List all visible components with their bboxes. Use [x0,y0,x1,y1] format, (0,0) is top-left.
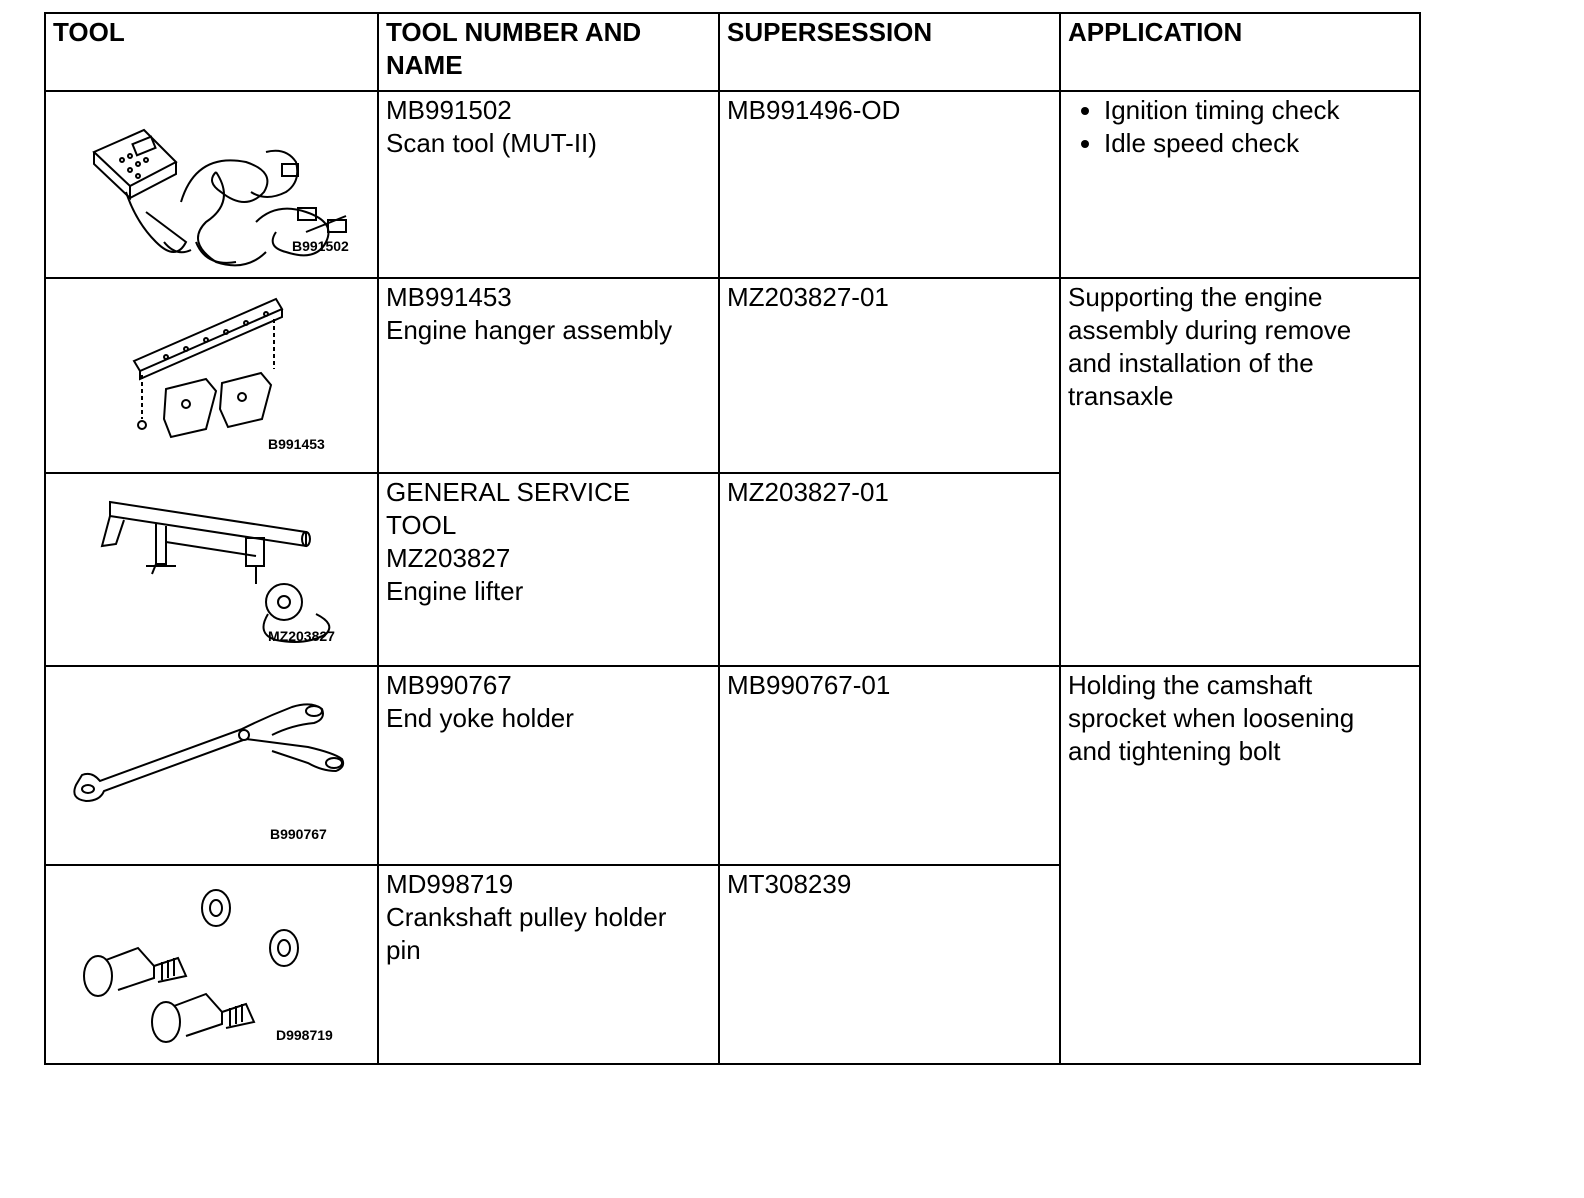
tool-image-code: D998719 [276,1027,333,1043]
header-application: APPLICATION [1060,13,1420,91]
tool-name: Crankshaft pulley holder [386,902,667,932]
supersession-cell: MB991496-OD [719,91,1060,278]
application-line: transaxle [1068,381,1174,411]
tool-name: pin [386,935,421,965]
tool-number-cell [378,666,719,865]
end-yoke-holder-icon [46,667,377,864]
application-cell [1060,278,1420,666]
tool-image-cell [45,91,378,278]
application-cell [1060,91,1420,278]
header-tool-number-name: TOOL NUMBER AND NAME [378,13,719,91]
tool-image-code: MZ203827 [268,628,335,644]
supersession-cell: MB990767-01 [719,666,1060,865]
tool-number: MB991502 [386,95,512,125]
application-line: and tightening bolt [1068,736,1281,766]
application-list [1068,94,1412,160]
tool-name: End yoke holder [386,703,574,733]
header-row [45,13,1420,91]
header-supersession: SUPERSESSION [719,13,1060,91]
tool-name: Engine lifter [386,576,524,606]
table-row [45,278,1420,473]
tool-name-line: GENERAL SERVICE [386,477,631,507]
application-item: • Idle speed check [1104,127,1412,160]
tool-image-code: B991502 [292,238,349,254]
application-line: sprocket when loosening [1068,703,1355,733]
tool-number-cell [378,278,719,473]
header-tool: TOOL [45,13,378,91]
tool-number: MZ203827 [386,543,511,573]
tool-image-cell [45,865,378,1064]
tool-image-cell [45,278,378,473]
tool-number: MD998719 [386,869,514,899]
application-line: Supporting the engine [1068,282,1323,312]
tool-number: MB990767 [386,670,512,700]
tool-image-code: B990767 [270,826,327,842]
tool-name: Engine hanger assembly [386,315,673,345]
application-line: assembly during remove [1068,315,1352,345]
tool-number-cell [378,91,719,278]
tool-image-code: B991453 [268,436,325,452]
application-line: and installation of the [1068,348,1314,378]
engine-hanger-icon [46,279,377,472]
supersession-cell: MZ203827-01 [719,278,1060,473]
tool-name: Scan tool (MUT-II) [386,128,597,158]
application-cell [1060,666,1420,1064]
tool-image-cell [45,666,378,865]
supersession-cell: MT308239 [719,865,1060,1064]
table-row [45,91,1420,278]
tool-number-cell [378,473,719,666]
tool-image-cell [45,473,378,666]
application-line: Holding the camshaft [1068,670,1313,700]
table-row [45,666,1420,865]
application-item: • Ignition timing check [1104,94,1412,127]
special-tools-table [44,12,1421,1065]
tool-number-cell [378,865,719,1064]
tool-name-line: TOOL [386,510,457,540]
tool-number: MB991453 [386,282,512,312]
supersession-cell: MZ203827-01 [719,473,1060,666]
